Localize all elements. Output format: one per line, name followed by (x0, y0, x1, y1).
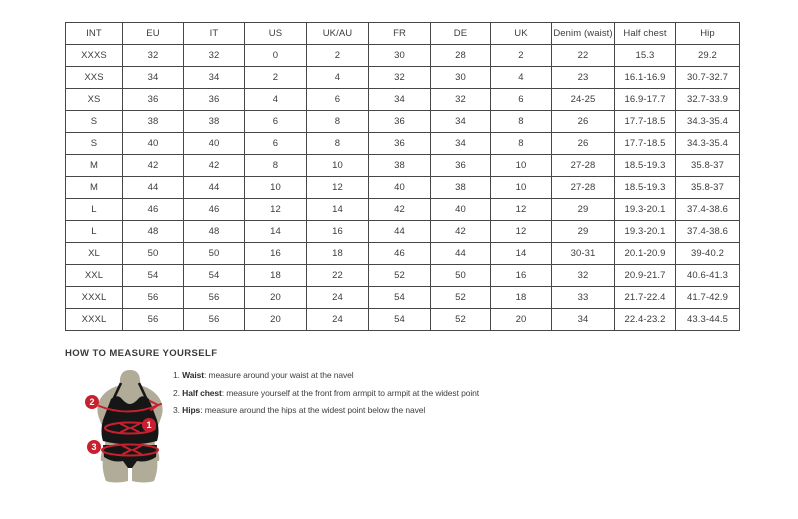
table-cell: S (66, 111, 123, 133)
table-cell: 46 (184, 199, 245, 221)
table-cell: 16.1-16.9 (615, 67, 676, 89)
table-cell: M (66, 155, 123, 177)
table-row (66, 111, 740, 133)
table-cell: 16 (307, 221, 369, 243)
table-cell: 0 (245, 45, 307, 67)
table-cell: 22.4-23.2 (615, 309, 676, 331)
table-cell: 38 (431, 177, 491, 199)
table-cell: 40 (184, 133, 245, 155)
measure-badge-waist: 1 (142, 418, 156, 432)
column-header: EU (123, 23, 184, 45)
table-cell: 24 (307, 309, 369, 331)
table-cell: 18 (491, 287, 552, 309)
table-cell: 54 (184, 265, 245, 287)
table-cell: 37.4-38.6 (676, 199, 740, 221)
table-cell: XL (66, 243, 123, 265)
table-cell: 24 (307, 287, 369, 309)
table-cell: 52 (369, 265, 431, 287)
table-cell: 26 (552, 133, 615, 155)
table-cell: 42 (369, 199, 431, 221)
table-cell: 33 (552, 287, 615, 309)
table-cell: 44 (431, 243, 491, 265)
table-row (66, 89, 740, 111)
table-cell: 46 (369, 243, 431, 265)
table-cell: 35.8-37 (676, 177, 740, 199)
column-header: FR (369, 23, 431, 45)
table-cell: 27-28 (552, 177, 615, 199)
table-cell: 14 (245, 221, 307, 243)
table-cell: 32 (552, 265, 615, 287)
table-cell: 36 (184, 89, 245, 111)
table-cell: 8 (307, 111, 369, 133)
table-cell: 16 (245, 243, 307, 265)
table-cell: 42 (123, 155, 184, 177)
column-header: Hip (676, 23, 740, 45)
instruction-line: 2. Half chest: measure yourself at the front from armpit to armpit at the widest point (173, 387, 480, 398)
table-cell: 4 (307, 67, 369, 89)
table-cell: 15.3 (615, 45, 676, 67)
table-cell: L (66, 221, 123, 243)
table-cell: 52 (431, 309, 491, 331)
table-cell: 29 (552, 221, 615, 243)
table-cell: 27-28 (552, 155, 615, 177)
table-cell: 6 (307, 89, 369, 111)
table-cell: 54 (123, 265, 184, 287)
table-row (66, 45, 740, 67)
table-cell: 23 (552, 67, 615, 89)
table-cell: 22 (307, 265, 369, 287)
table-cell: 38 (369, 155, 431, 177)
table-cell: 18 (245, 265, 307, 287)
table-cell: 34 (184, 67, 245, 89)
table-cell: 14 (307, 199, 369, 221)
table-cell: 18 (307, 243, 369, 265)
table-cell: 19.3-20.1 (615, 199, 676, 221)
size-table (65, 22, 740, 331)
table-cell: 34.3-35.4 (676, 111, 740, 133)
table-cell: 40 (123, 133, 184, 155)
table-cell: 48 (123, 221, 184, 243)
table-row (66, 243, 740, 265)
table-cell: 38 (123, 111, 184, 133)
table-cell: 43.3-44.5 (676, 309, 740, 331)
table-cell: 4 (491, 67, 552, 89)
table-cell: 36 (369, 133, 431, 155)
table-cell: 40.6-41.3 (676, 265, 740, 287)
table-cell: 42 (184, 155, 245, 177)
table-cell: 8 (307, 133, 369, 155)
table-cell: 32 (431, 89, 491, 111)
table-cell: 42 (431, 221, 491, 243)
table-cell: 28 (431, 45, 491, 67)
column-header: UK/AU (307, 23, 369, 45)
table-cell: 20 (245, 287, 307, 309)
table-cell: 20.9-21.7 (615, 265, 676, 287)
table-cell: 39-40.2 (676, 243, 740, 265)
table-cell: 10 (491, 155, 552, 177)
table-cell: 52 (431, 287, 491, 309)
table-cell: 20 (491, 309, 552, 331)
table-cell: 12 (245, 199, 307, 221)
table-cell: 8 (491, 133, 552, 155)
table-cell: 32.7-33.9 (676, 89, 740, 111)
instruction-line: 3. Hips: measure around the hips at the widest point below the navel (173, 405, 426, 415)
table-cell: 29 (552, 199, 615, 221)
table-cell: L (66, 199, 123, 221)
table-row (66, 67, 740, 89)
table-cell: 12 (307, 177, 369, 199)
table-cell: 8 (245, 155, 307, 177)
table-row (66, 309, 740, 331)
table-cell: XXXS (66, 45, 123, 67)
table-cell: 12 (491, 199, 552, 221)
table-cell: 44 (369, 221, 431, 243)
table-cell: 30 (369, 45, 431, 67)
table-cell: 10 (307, 155, 369, 177)
table-row (66, 177, 740, 199)
table-cell: 30-31 (552, 243, 615, 265)
table-header-row (66, 23, 740, 45)
table-cell: 44 (184, 177, 245, 199)
table-cell: XXL (66, 265, 123, 287)
column-header: IT (184, 23, 245, 45)
column-header: Half chest (615, 23, 676, 45)
table-cell: 44 (123, 177, 184, 199)
table-cell: 56 (123, 287, 184, 309)
column-header: DE (431, 23, 491, 45)
table-cell: 10 (491, 177, 552, 199)
measure-badge-hips: 3 (87, 440, 101, 454)
column-header: US (245, 23, 307, 45)
column-header: INT (66, 23, 123, 45)
table-cell: 56 (184, 287, 245, 309)
table-cell: 35.8-37 (676, 155, 740, 177)
table-cell: 19.3-20.1 (615, 221, 676, 243)
table-cell: 8 (491, 111, 552, 133)
table-cell: 16 (491, 265, 552, 287)
table-cell: 41.7-42.9 (676, 287, 740, 309)
table-cell: 30.7-32.7 (676, 67, 740, 89)
table-cell: 50 (431, 265, 491, 287)
table-cell: 17.7-18.5 (615, 133, 676, 155)
table-cell: 50 (184, 243, 245, 265)
table-row (66, 287, 740, 309)
table-cell: XXS (66, 67, 123, 89)
table-cell: XS (66, 89, 123, 111)
table-cell: 34 (431, 111, 491, 133)
table-cell: 29.2 (676, 45, 740, 67)
table-cell: 50 (123, 243, 184, 265)
table-cell: 37.4-38.6 (676, 221, 740, 243)
table-cell: 2 (245, 67, 307, 89)
table-cell: 40 (431, 199, 491, 221)
table-row (66, 221, 740, 243)
table-cell: XXXL (66, 287, 123, 309)
table-row (66, 265, 740, 287)
table-cell: 14 (491, 243, 552, 265)
table-cell: 6 (245, 133, 307, 155)
table-cell: 32 (369, 67, 431, 89)
table-cell: 34.3-35.4 (676, 133, 740, 155)
table-cell: 21.7-22.4 (615, 287, 676, 309)
table-cell: 30 (431, 67, 491, 89)
table-cell: 16.9-17.7 (615, 89, 676, 111)
table-cell: 34 (431, 133, 491, 155)
table-cell: 34 (123, 67, 184, 89)
table-cell: 34 (369, 89, 431, 111)
table-cell: 48 (184, 221, 245, 243)
table-cell: S (66, 133, 123, 155)
table-cell: 18.5-19.3 (615, 177, 676, 199)
measure-instructions (173, 370, 533, 423)
table-cell: XXXL (66, 309, 123, 331)
table-cell: 54 (369, 287, 431, 309)
table-cell: 2 (307, 45, 369, 67)
table-cell: 6 (245, 111, 307, 133)
table-cell: 6 (491, 89, 552, 111)
table-cell: 18.5-19.3 (615, 155, 676, 177)
table-cell: 20.1-20.9 (615, 243, 676, 265)
table-cell: 4 (245, 89, 307, 111)
table-cell: 10 (245, 177, 307, 199)
table-cell: 32 (123, 45, 184, 67)
table-cell: 34 (552, 309, 615, 331)
table-cell: 22 (552, 45, 615, 67)
table-cell: 54 (369, 309, 431, 331)
table-cell: 2 (491, 45, 552, 67)
measure-section-heading: HOW TO MEASURE YOURSELF (65, 348, 218, 359)
table-cell: 12 (491, 221, 552, 243)
table-cell: 40 (369, 177, 431, 199)
measure-badge-half-chest: 2 (85, 395, 99, 409)
table-cell: 26 (552, 111, 615, 133)
table-cell: 36 (369, 111, 431, 133)
table-row (66, 155, 740, 177)
table-row (66, 133, 740, 155)
table-cell: 17.7-18.5 (615, 111, 676, 133)
table-cell: 46 (123, 199, 184, 221)
table-cell: 38 (184, 111, 245, 133)
table-cell: 56 (184, 309, 245, 331)
table-cell: 56 (123, 309, 184, 331)
column-header: UK (491, 23, 552, 45)
table-cell: 24-25 (552, 89, 615, 111)
instruction-line: 1. Waist: measure around your waist at the navel (173, 370, 354, 380)
table-cell: 20 (245, 309, 307, 331)
column-header: Denim (waist) (552, 23, 615, 45)
table-cell: 36 (431, 155, 491, 177)
table-row (66, 199, 740, 221)
table-cell: M (66, 177, 123, 199)
table-cell: 36 (123, 89, 184, 111)
table-cell: 32 (184, 45, 245, 67)
